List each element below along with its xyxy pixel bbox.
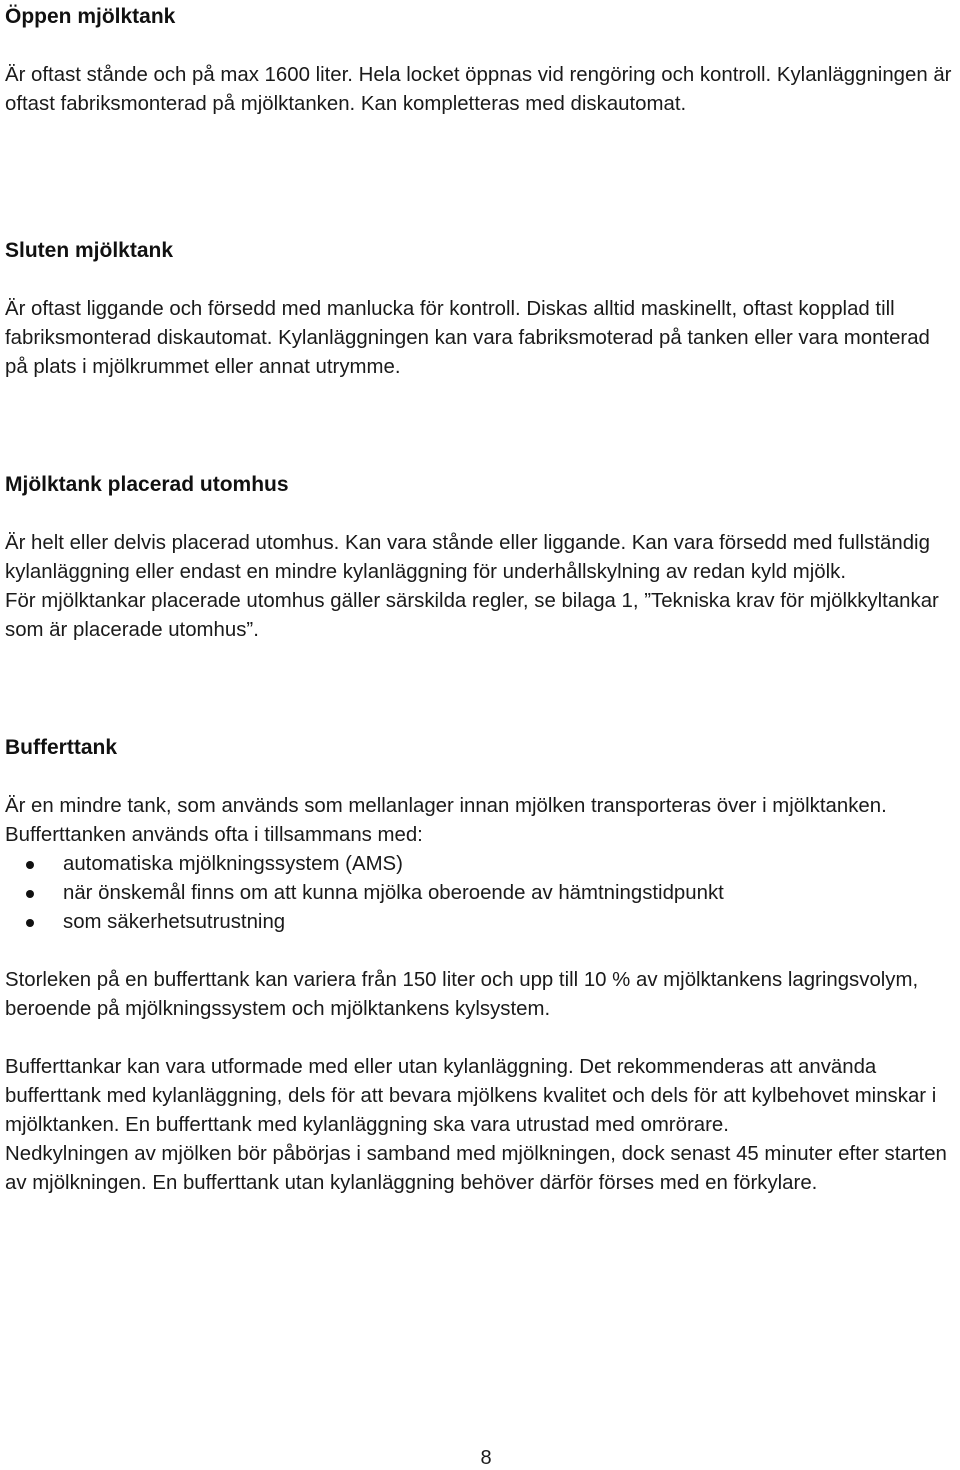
section-paragraph: Nedkylningen av mjölken bör påbörjas i samband med mjölkningen, dock senast 45 minuter efter starten av mjölkningen. En bufferttank utan kylanläggning behöver därför förses med en förkylare. (5, 1143, 947, 1194)
bullet-list (5, 850, 955, 937)
bullet-icon (26, 890, 34, 898)
list-item (5, 908, 955, 937)
list-item-text: som säkerhetsutrustning (63, 911, 286, 933)
list-item (5, 850, 955, 879)
list-item-text: automatiska mjölkningssystem (AMS) (63, 853, 403, 875)
list-item-text: när önskemål finns om att kunna mjölka oberoende av hämtningstidpunkt (63, 882, 724, 904)
section-outdoor-milk-tank (5, 470, 955, 645)
section-paragraph: Storleken på en bufferttank kan variera från 150 liter och upp till 10 % av mjölktankens lagringsvolym, beroende på mjölkningssystem och mjölktankens kylsystem. (5, 969, 919, 1020)
section-intro: Är en mindre tank, som används som mellanlager innan mjölken transporteras över i mjölktanken. Bufferttanken används ofta i tillsammans med: (5, 795, 887, 846)
bullet-icon (26, 919, 34, 927)
bullet-icon (26, 861, 34, 869)
section-paragraph: Är oftast liggande och försedd med manlucka för kontroll. Diskas alltid maskinellt, oftast kopplad till fabriksmonterad diskautomat. Kylanläggningen kan vara fabriksmoterad på tanken eller vara monterad på plats i mjölkrummet eller annat utrymme. (5, 298, 930, 378)
section-paragraph: Är oftast stånde och på max 1600 liter. Hela locket öppnas vid rengöring och kontroll. Kylanläggningen är oftast fabriksmonterad på mjölktanken. Kan kompletteras med diskautomat. (5, 64, 952, 115)
section-open-milk-tank (5, 2, 955, 119)
list-item (5, 879, 955, 908)
section-heading: Bufferttank (5, 736, 118, 759)
section-heading: Sluten mjölktank (5, 239, 174, 262)
section-paragraph: Är helt eller delvis placerad utomhus. Kan vara stånde eller liggande. Kan vara försedd med fullständig kylanläggning eller endast en mindre kylanläggning för underhållskylning av redan kyld mjölk. (5, 532, 930, 583)
section-buffer-tank (5, 733, 955, 1198)
section-closed-milk-tank (5, 236, 955, 382)
section-paragraph: För mjölktankar placerade utomhus gäller särskilda regler, se bilaga 1, ”Tekniska krav för mjölkkyltankar som är placerade utomhus”. (5, 590, 939, 641)
section-paragraph: Bufferttankar kan vara utformade med eller utan kylanläggning. Det rekommenderas att använda bufferttank med kylanläggning, dels för att bevara mjölkens kvalitet och dels för att kylbehovet minskar i mjölktanken. En bufferttank med kylanläggning ska vara utrustad med omrörare. (5, 1056, 937, 1136)
page-number: 8 (480, 1447, 492, 1469)
section-heading: Mjölktank placerad utomhus (5, 473, 289, 496)
section-heading: Öppen mjölktank (5, 5, 176, 28)
